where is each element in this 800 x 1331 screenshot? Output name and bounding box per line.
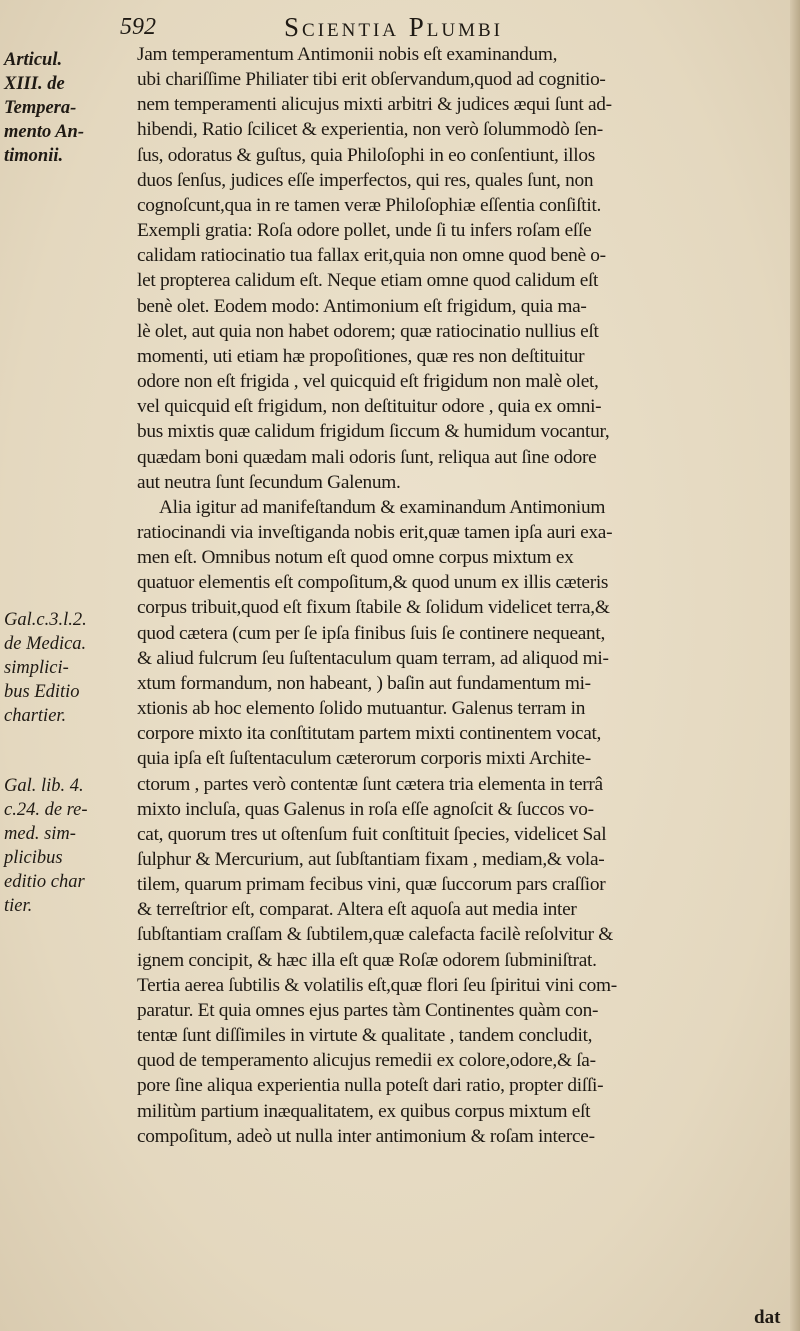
text-line: compoſitum, adeò ut nulla inter antimonium & roſam interce- xyxy=(137,1125,595,1147)
margin-note-line: med. sim- xyxy=(4,824,76,844)
text-line: Alia igitur ad manifeſtandum & examinandum Antimonium xyxy=(159,496,606,518)
text-line: quædam boni quædam mali odoris ſunt, reliqua aut ſine odore xyxy=(137,446,597,468)
main-text-column xyxy=(137,42,797,1149)
margin-note-citation xyxy=(4,774,124,918)
text-line: Exempli gratia: Roſa odore pollet, unde ſi tu infers roſam eſſe xyxy=(137,220,592,242)
text-line: ignem concipit, & hæc illa eſt quæ Roſæ odorem ſubminiſtrat. xyxy=(137,949,597,971)
text-line: ctorum , partes verò contentæ ſunt cætera tria elementa in terrâ xyxy=(137,773,603,795)
text-line: benè olet. Eodem modo: Antimonium eſt frigidum, quia ma- xyxy=(137,295,587,317)
margin-note-line: tier. xyxy=(4,896,33,916)
text-line: Tertia aerea ſubtilis & volatilis eſt,quæ flori ſeu ſpiritui vini com- xyxy=(137,974,617,996)
text-line: hibendi, Ratio ſcilicet & experientia, non verò ſolummodò ſen- xyxy=(137,119,603,141)
text-line: paratur. Et quia omnes ejus partes tàm Continentes quàm con- xyxy=(137,999,599,1021)
text-line: mixto incluſa, quas Galenus in roſa eſſe agnoſcit & ſuccos vo- xyxy=(137,798,594,820)
text-line: ubi chariſſime Philiater tibi erit obſervandum,quod ad cognitio- xyxy=(137,69,606,91)
margin-note-line: bus Editio xyxy=(4,682,80,702)
margin-note-line: plicibus xyxy=(4,848,63,868)
text-line: pore ſine aliqua experientia nulla poteſt dari ratio, propter diſſi- xyxy=(137,1075,604,1097)
page-number: 592 xyxy=(120,14,156,40)
text-line: & terreſtrior eſt, comparat. Altera eſt aquoſa aut media inter xyxy=(137,899,577,921)
text-line: xtionis ab hoc elemento ſolido mutuantur. Galenus terram in xyxy=(137,698,586,720)
text-line: corpus tribuit,quod eſt fixum ſtabile & ſolidum videlicet terra,& xyxy=(137,597,610,619)
text-line: cognoſcunt,qua in re tamen veræ Philoſophiæ eſſentia conſiſtit. xyxy=(137,194,602,216)
text-line: quia ipſa eſt ſuſtentaculum cæterorum corporis mixti Archite- xyxy=(137,748,591,770)
margin-note-line: Articul. xyxy=(4,50,63,70)
text-line: corpore mixto ita conſtitutam partem mixti continentem vocat, xyxy=(137,723,602,745)
text-line: ſus, odoratus & guſtus, quia Philoſophi in eo conſentiunt, illos xyxy=(137,144,595,166)
margin-note-line: XIII. de xyxy=(4,74,65,94)
text-line: & aliud fulcrum ſeu ſuſtentaculum quam terram, ad aliquod mi- xyxy=(137,647,609,669)
text-line: aut neutra ſunt ſecundum Galenum. xyxy=(137,471,401,493)
margin-note-line: mento An- xyxy=(4,122,85,142)
text-line: ſubſtantiam craſſam & ſubtilem,quæ calefacta facilè reſolvitur & xyxy=(137,924,614,946)
text-line: odore non eſt frigida , vel quicquid eſt frigidum non malè olet, xyxy=(137,371,599,393)
text-line: militùm partium inæqualitatem, ex quibus corpus mixtum eſt xyxy=(137,1100,591,1122)
text-line: men eſt. Omnibus notum eſt quod omne corpus mixtum ex xyxy=(137,547,574,569)
text-line: duos ſenſus, judices eſſe imperfectos, qui res, quales ſunt, non xyxy=(137,169,594,191)
margin-note-line: chartier. xyxy=(4,706,67,726)
margin-note-line: editio char xyxy=(4,872,85,892)
text-line: quatuor elementis eſt compoſitum,& quod unum ex illis cæteris xyxy=(137,572,609,594)
text-line: cat, quorum tres ut oſtenſum fuit conſtituit ſpecies, videlicet Sal xyxy=(137,823,607,845)
text-line: quod de temperamento alicujus remedii ex colore,odore,& ſa- xyxy=(137,1050,596,1072)
text-line: quod cætera (cum per ſe ipſa finibus ſuis ſe continere nequeant, xyxy=(137,622,605,644)
margin-note-line: c.24. de re- xyxy=(4,800,88,820)
margin-note-line: de Medica. xyxy=(4,634,87,654)
text-line: nem temperamenti alicujus mixti arbitri & judices æqui ſunt ad- xyxy=(137,94,612,116)
margin-note-line: Gal.c.3.l.2. xyxy=(4,610,87,630)
text-line: Jam temperamentum Antimonii nobis eſt examinandum, xyxy=(137,44,558,65)
text-line: lè olet, aut quia non habet odorem; quæ ratiocinatio nullius eſt xyxy=(137,320,599,342)
text-line: ſulphur & Mercurium, aut ſubſtantiam fixam , mediam,& vola- xyxy=(137,849,605,870)
catchword: dat xyxy=(754,1307,781,1328)
text-line: let propterea calidum eſt. Neque etiam omne quod calidum eſt xyxy=(137,270,599,292)
margin-note-line: Tempera- xyxy=(4,98,77,118)
margin-note-article xyxy=(4,48,124,168)
text-line: ratiocinandi via inveſtiganda nobis erit,quæ tamen ipſa auri exa- xyxy=(137,521,613,543)
text-line: calidam ratiocinatio tua fallax erit,quia non omne quod benè o- xyxy=(137,245,606,267)
margin-note-line: simplici- xyxy=(4,658,69,678)
text-line: tilem, quarum primam fecibus vini, quæ ſuccorum pars craſſior xyxy=(137,874,606,896)
margin-note-line: timonii. xyxy=(4,146,64,166)
text-line: bus mixtis quæ calidum frigidum ſiccum & humidum vocantur, xyxy=(137,421,610,443)
running-title: Scientia Plumbi xyxy=(284,12,503,42)
margin-note-citation xyxy=(4,608,124,728)
text-line: xtum formandum, non habeant, ) baſin aut fundamentum mi- xyxy=(137,672,591,694)
margin-note-line: Gal. lib. 4. xyxy=(4,776,84,796)
text-line: momenti, uti etiam hæ propoſitiones, quæ res non deſtituitur xyxy=(137,345,585,367)
text-line: vel quicquid eſt frigidum, non deſtituitur odore , quia ex omni- xyxy=(137,396,602,418)
text-line: tentæ ſunt diſſimiles in virtute & qualitate , tandem concludit, xyxy=(137,1025,593,1047)
